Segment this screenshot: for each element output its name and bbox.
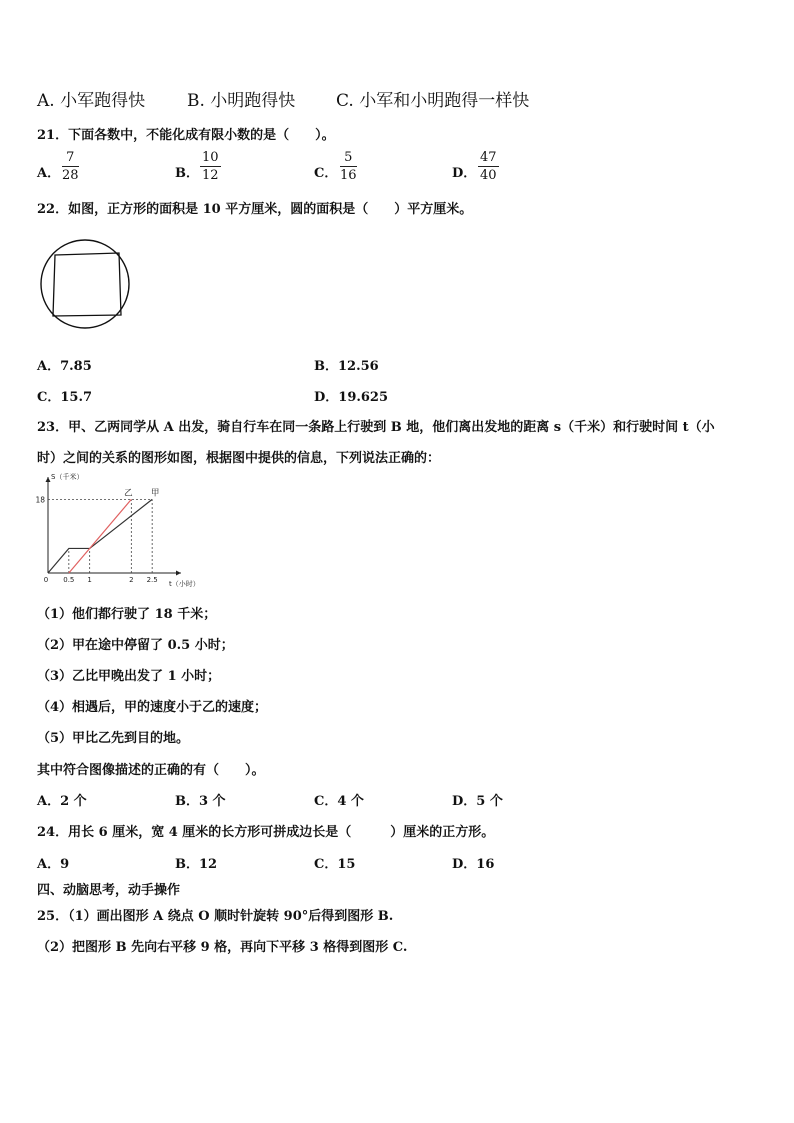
q23-statement-4: （4）相遇后，甲的速度小于乙的速度； (37, 700, 268, 715)
q21-option-b-letter: B． (175, 166, 199, 181)
q21-option-d-letter: D． (452, 166, 477, 181)
q23-option-c: C．4 个 (314, 794, 364, 809)
q21-option-b-fraction (200, 150, 221, 183)
x-tick-label: 2.5 (146, 576, 158, 584)
y-axis-arrow (46, 477, 51, 482)
x-axis-label: t（小时） (169, 580, 200, 588)
series-label: 甲 (150, 488, 160, 499)
series-label: 乙 (124, 488, 133, 499)
q21-option-d-fraction (478, 150, 499, 183)
q21-stem: 21．下面各数中，不能化成有限小数的是（ ）。 (37, 128, 335, 143)
numerator: 5 (340, 150, 357, 167)
denominator: 16 (340, 168, 357, 183)
q22-option-a: A．7.85 (37, 359, 92, 374)
q20-option-a: A. 小军跑得快 (37, 91, 146, 111)
q21-option-c-letter: C． (314, 166, 338, 181)
denominator: 12 (202, 168, 219, 183)
q24-stem: 24．用长 6 厘米，宽 4 厘米的长方形可拼成边长是（ ）厘米的正方形。 (37, 825, 495, 840)
q22-stem: 22．如图，正方形的面积是 10 平方厘米，圆的面积是（ ）平方厘米。 (37, 202, 473, 217)
q23-option-d: D．5 个 (452, 794, 503, 809)
q24-option-b: B．12 (175, 857, 218, 872)
q20-option-b: B. 小明跑得快 (187, 91, 296, 111)
q21-option-a-fraction (62, 150, 79, 183)
q24-option-a: A．9 (37, 857, 70, 872)
distance-time-chart (30, 473, 200, 594)
numerator: 10 (202, 150, 219, 165)
series-line (69, 499, 132, 573)
q23-statement-3: （3）乙比甲晚出发了 1 小时； (37, 669, 221, 684)
q23-statement-2: （2）甲在途中停留了 0.5 小时； (37, 638, 234, 653)
x-tick-label: 2 (129, 576, 134, 584)
x-axis-arrow (176, 571, 181, 576)
q23-statement-5: （5）甲比乙先到目的地。 (37, 731, 190, 746)
denominator: 28 (62, 168, 79, 183)
section-title: 四、动脑思考，动手操作 (37, 883, 181, 898)
q22-option-b: B．12.56 (314, 359, 379, 374)
numerator: 7 (62, 150, 79, 167)
q24-option-c: C．15 (314, 857, 356, 872)
y-axis-label: S（千米） (51, 473, 84, 481)
q24-option-d: D．16 (452, 857, 495, 872)
q21-option-c-fraction (340, 150, 357, 183)
q25-line2: （2）把图形 B 先向右平移 9 格，再向下平移 3 格得到图形 C. (37, 940, 408, 955)
q22-option-d: D．19.625 (314, 390, 389, 405)
numerator: 47 (480, 150, 497, 165)
q23-option-a: A．2 个 (37, 794, 87, 809)
x-tick-label: 0 (43, 576, 49, 584)
q23-stem-line2: 时）之间的关系的图形如图，根据图中提供的信息，下列说法正确的： (37, 451, 441, 466)
q23-question: 其中符合图像描述的正确的有（ ）。 (37, 763, 265, 778)
q23-stem-line1: 23．甲、乙两同学从 A 出发，骑自行车在同一条路上行驶到 B 地，他们离出发地的距离 s（千米）和行驶时间 t（小 (37, 420, 715, 435)
circle-square-figure (38, 238, 132, 330)
q20-option-c: C. 小军和小明跑得一样快 (336, 91, 530, 111)
x-tick-label: 0.5 (63, 576, 75, 584)
y-tick-label: 18 (35, 495, 45, 505)
q22-option-c: C．15.7 (37, 390, 93, 405)
q25-line1: 25．（1）画出图形 A 绕点 O 顺时针旋转 90°后得到图形 B. (37, 909, 394, 924)
x-tick-label: 1 (87, 576, 92, 584)
q21-option-a-letter: A． (37, 166, 61, 181)
q23-statement-1: （1）他们都行驶了 18 千米； (37, 607, 217, 622)
denominator: 40 (480, 168, 497, 183)
q23-option-b: B．3 个 (175, 794, 226, 809)
square-shape (53, 253, 121, 316)
